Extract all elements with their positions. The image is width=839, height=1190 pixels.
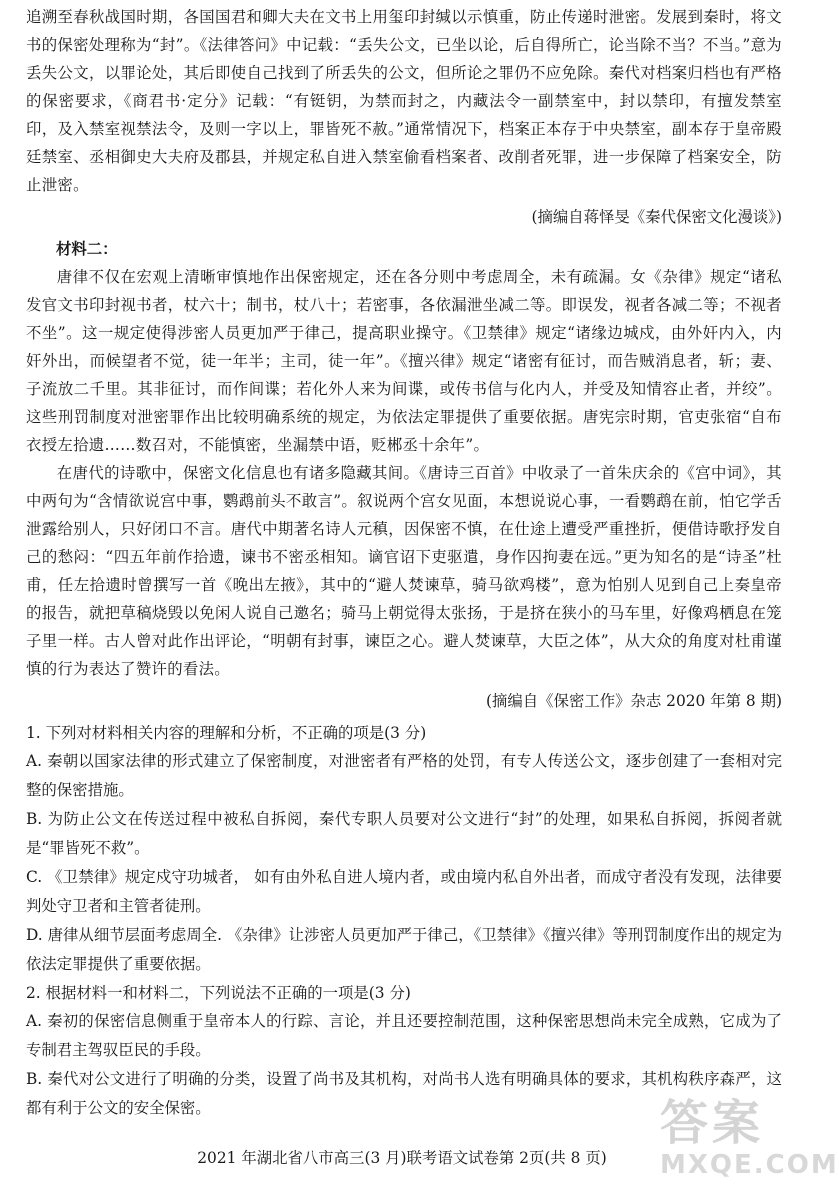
page-footer: 2021 年湖北省八市高三(3 月)联考语文试卷第 2页(共 8 页) (197, 1149, 607, 1167)
material1-continuation: 追溯至春秋战国时期，各国国君和卿大夫在文书上用玺印封缄以示慎重，防止传递时泄密。发展到秦时，将文书的保密处理称为“封”。《法律答问》中记载：“丢失公文，已坐以论，后自得所亡，论当除不当？不当。”意为丢失公文，以罪论处，其后即使自己找到了所丢失的公文，但所论之罪仍不应免除。秦代对档案归档也有严格的保密要求，《商君书·定分》记载：“有铤钥，为禁而封之，内藏法令一副禁室中，封以禁印，有擅发禁室印，及入禁室视禁法令，及则一字以上，罪皆死不赦。”通常情况下，档案正本存于中央禁室，副本存于皇帝殿廷禁室、丞相御史大夫府及郡县，并规定私自进入禁室偷看档案者、改削者死罪，进一步保障了档案安全，防止泄密。 (26, 8, 782, 194)
material2-paragraph-2: 在唐代的诗歌中，保密文化信息也有诸多隐藏其间。《唐诗三百首》中收录了一首朱庆余的《宫中词》，其中两句为“含情欲说宫中事，鹦鹉前头不敢言”。叙说两个宫女见面，本想说说心事，一看鹦鹉在前，怕它学舌泄露给别人，只好闭口不言。唐代中期著名诗人元稹，因保密不慎，在仕途上遭受严重挫折，便借诗歌抒发自己的愁闷：“四五年前作拾遗，谏书不密丞相知。谪官诏下吏驱遣，身作囚拘妻在远。”更为知名的是“诗圣”杜甫，任左拾遗时曾撰写一首《晚出左掖》，其中的“避人焚谏草，骑马欲鸡楼”，意为怕别人见到自己上奏皇帝的报告，就把草稿烧毁以免闲人说自己邀名；骑马上朝觉得太张扬，于是挤在狭小的马车里，好像鸡栖息在笼子里一样。古人曾对此作出评论，“明朝有封事，谏臣之心。避人焚谏草，大臣之体”，从大众的角度对杜甫谨慎的行为表达了赞许的看法。 (26, 464, 782, 678)
question-stem: 2. 根据材料一和材料二，下列说法不正确的一项是(3 分) (26, 984, 411, 1002)
material2-heading: 材料二： (56, 240, 118, 258)
option-c: C. 《卫禁律》规定戍守功城者， 如有由外私自进人境内者，或由境内私自外出者，而成守者没有发现，法律要判处守卫者和主管者徒刑。 (26, 868, 782, 915)
option-b: B. 秦代对公文进行了明确的分类，设置了尚书及其机构，对尚书人选有明确具体的要求，其机构秩序森严，这都有利于公文的安全保密。 (26, 1070, 782, 1117)
exam-page (26, 0, 782, 1123)
option-b: B. 为防止公文在传送过程中被私自拆阅，秦代专职人员要对公文进行“封”的处理，如果私自拆阅，拆阅者就是“罪皆死不救”。 (26, 810, 782, 857)
question-2 (26, 979, 782, 1123)
watermark-text: 答案 (660, 1095, 765, 1151)
option-d: D. 唐律从细节层面考虑周全. 《杂律》让涉密人员更加严于律己，《卫禁律》《擅兴律》等刑罚制度作出的规定为依法定罪提供了重要依据。 (26, 926, 782, 973)
option-a: A. 秦朝以国家法律的形式建立了保密制度，对泄密者有严格的处罚，有专人传送公文，逐步创建了一套相对完整的保密措施。 (26, 752, 782, 799)
question-1 (26, 719, 782, 979)
question-stem: 1. 下列对材料相关内容的理解和分析，不正确的项是(3 分) (26, 724, 427, 742)
option-a: A. 秦初的保密信息侧重于皇帝本人的行踪、言论，并且还要控制范围，这种保密思想尚未完全成熟，它成为了专制君主驾驭臣民的手段。 (26, 1012, 782, 1059)
material2-source: (摘编自《保密工作》杂志 2020 年第 8 期) (485, 692, 782, 710)
watermark-url: MXQE.COM (660, 1150, 839, 1180)
material2-paragraph-1: 唐律不仅在宏观上清晰审慎地作出保密规定，还在各分则中考虑周全，未有疏漏。女《杂律》规定“诸私发官文书印封视书者，杖六十；制书，杖八十；若密事，各依漏泄坐减二等。即误发，视者各减二等；不视者不坐”。这一规定使得涉密人员更加严于律己，提高职业操守。《卫禁律》规定“诸缘边城戍，由外奸内入，内奸外出，而候望者不觉，徒一年半；主司，徒一年”。《擅兴律》规定“诸密有征讨，而告贼消息者，斩；妻、子流放二千里。其非征讨，而作间谍；若化外人来为间谍，或传书信与化内人，并受及知情容止者，并绞”。这些刑罚制度对泄密罪作出比较明确系统的规定，为依法定罪提供了重要依据。唐宪宗时期，官吏张宿“自布衣授左拾遗……数召对，不能慎密，坐漏禁中语，贬郴丞十余年”。 (26, 268, 782, 454)
material1-source: (摘编自蒋怿旻《秦代保密文化漫谈》) (531, 208, 782, 226)
